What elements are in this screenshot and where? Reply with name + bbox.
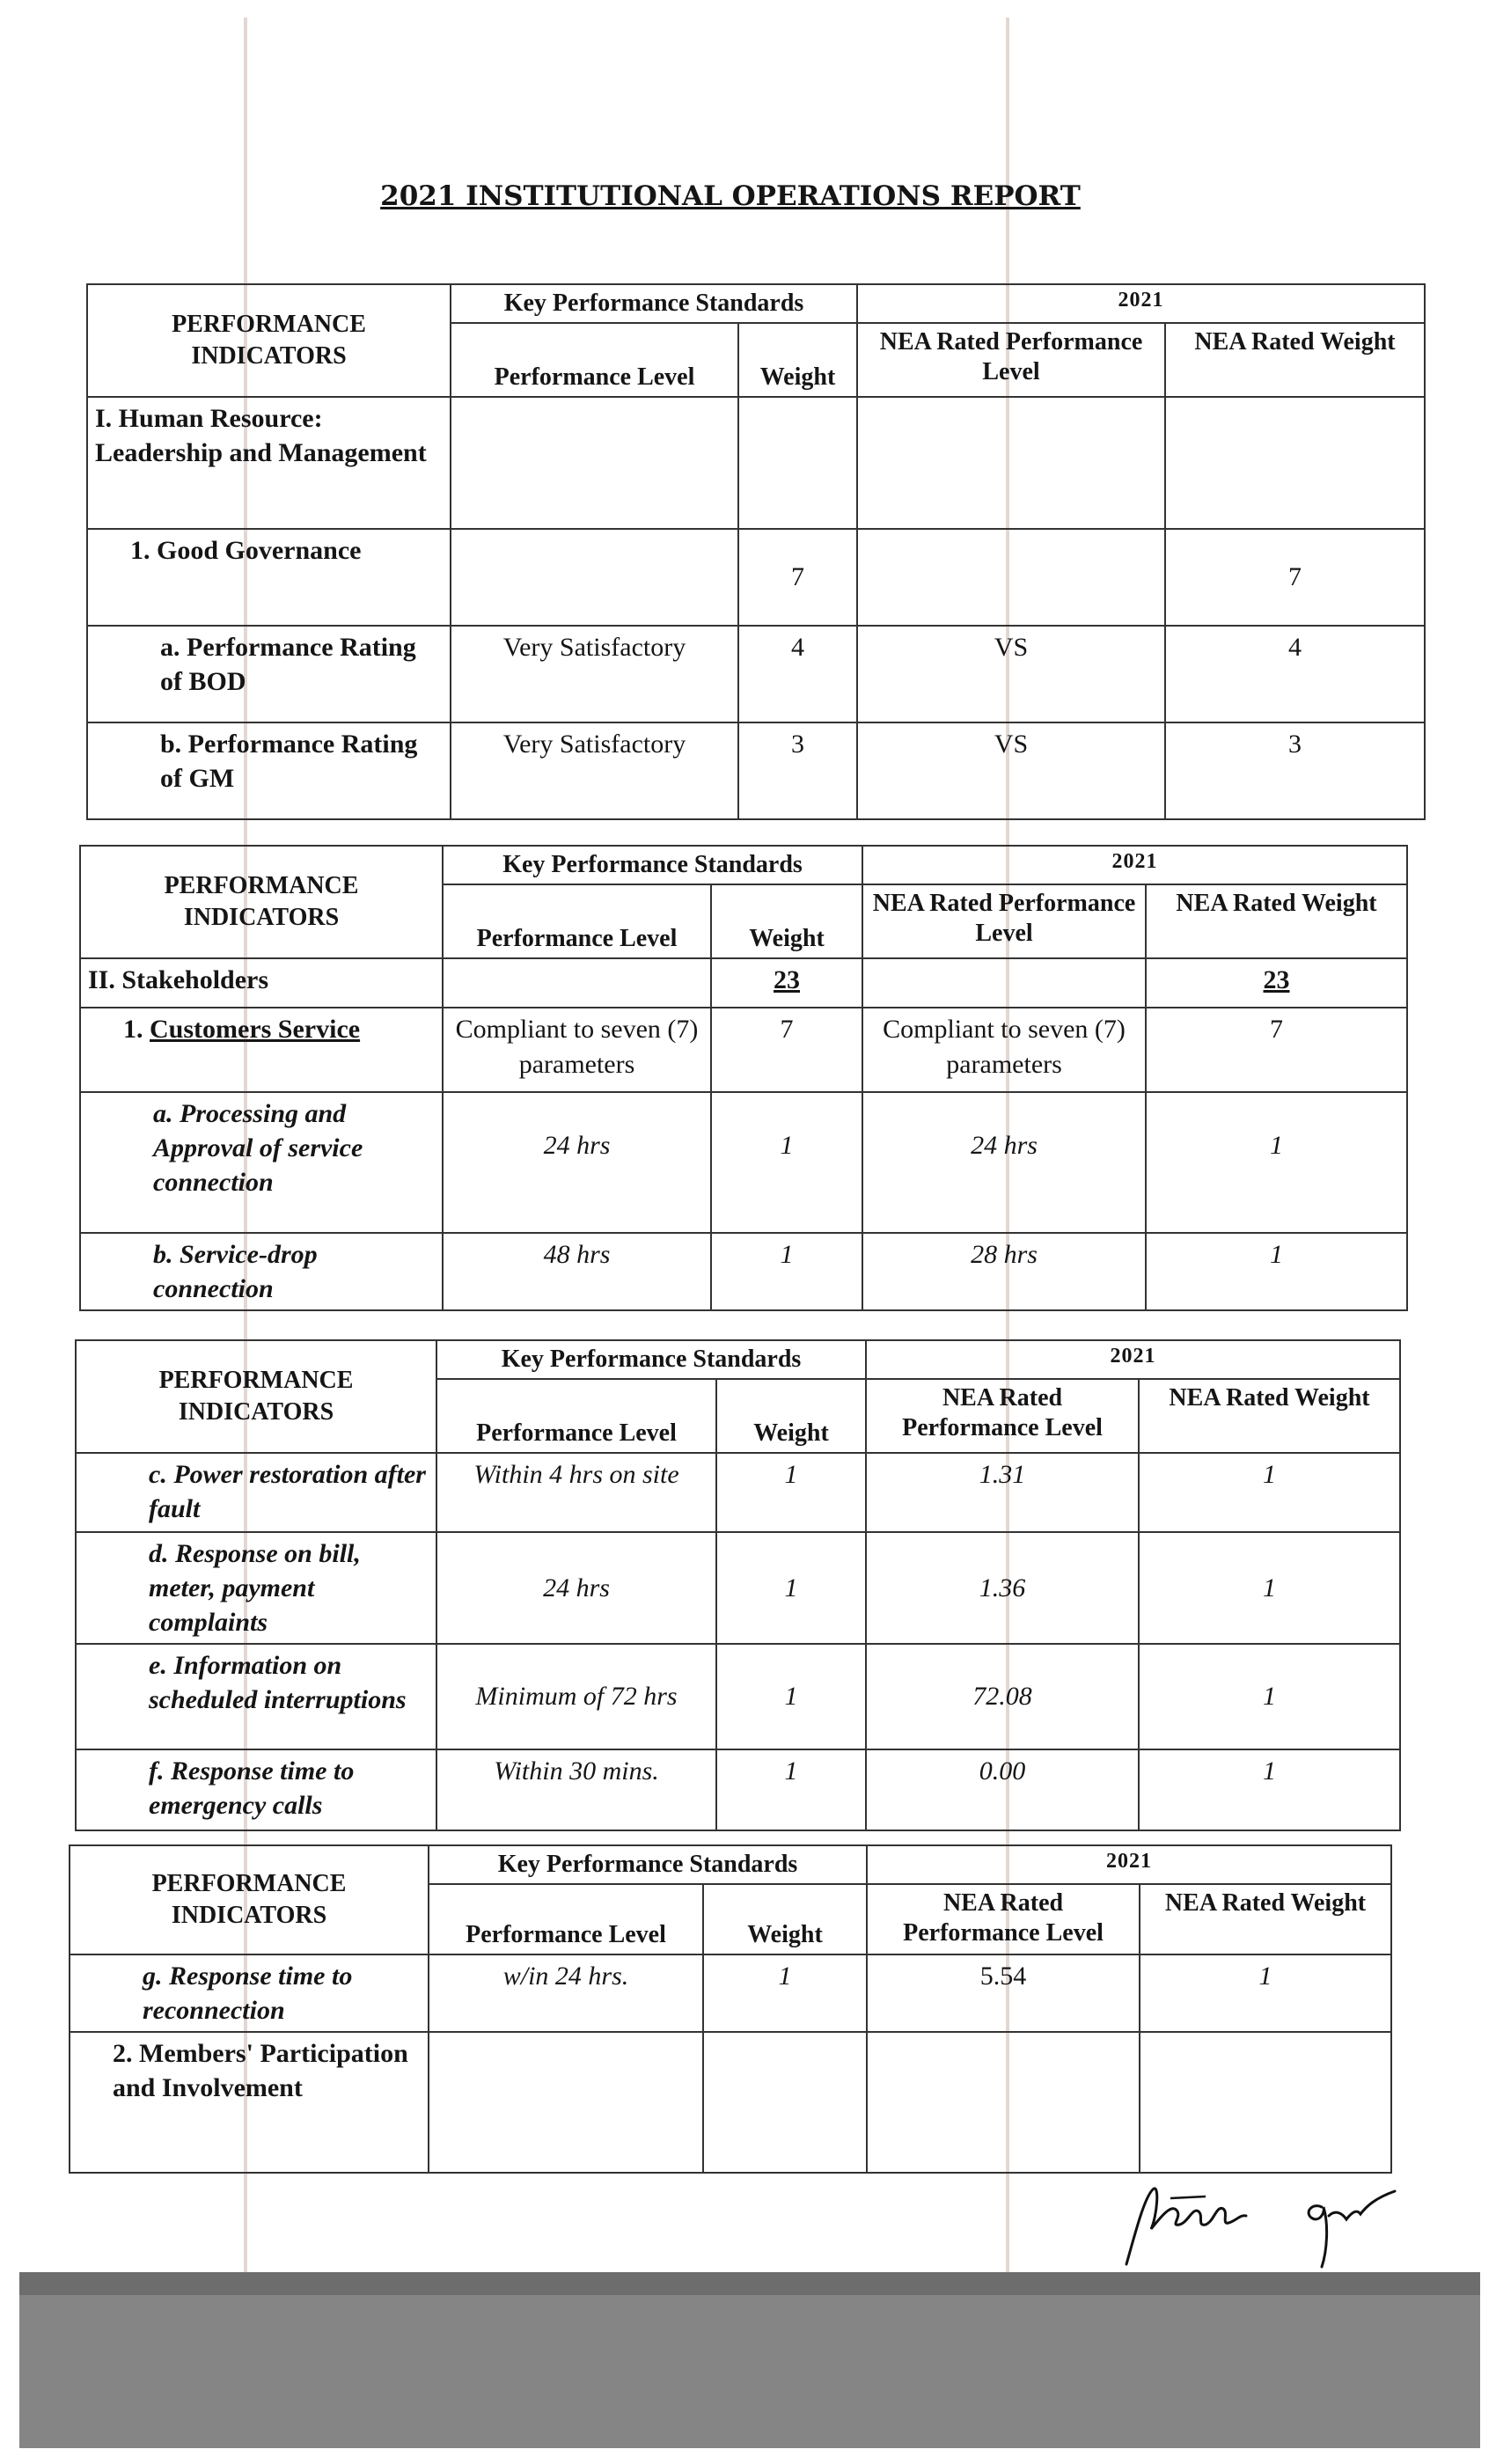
indicator-cell: a. Processing and Approval of service connection [80,1092,443,1233]
nea-weight-cell: 1 [1139,1453,1400,1532]
header-key-performance-standards: Key Performance Standards [436,1340,866,1379]
weight-cell: 7 [711,1008,862,1092]
header-performance-indicators: PERFORMANCE INDICATORS [87,284,451,397]
indicator-number: 1. [123,1015,143,1044]
weight-cell [738,397,857,529]
nea-level-cell: 24 hrs [862,1092,1146,1233]
performance-table-2 [79,845,1408,1311]
header-nea-rated-weight: NEA Rated Weight [1140,1884,1391,1954]
header-nea-rated-weight: NEA Rated Weight [1146,884,1407,958]
scan-band-stripe [19,2272,1480,2295]
weight-cell: 23 [711,958,862,1008]
weight-cell: 1 [716,1749,866,1830]
weight-cell: 3 [738,722,857,819]
performance-level-cell [451,397,738,529]
nea-level-cell: 72.08 [866,1644,1139,1749]
weight-cell: 1 [716,1532,866,1644]
performance-level-cell: Minimum of 72 hrs [436,1644,716,1749]
nea-weight-cell: 4 [1165,626,1425,722]
scan-bottom-band [19,2272,1480,2448]
indicator-cell: 1. Good Governance [87,529,451,626]
header-weight: Weight [703,1884,867,1954]
performance-table-1 [86,283,1426,820]
header-key-performance-standards: Key Performance Standards [429,1845,867,1884]
header-weight: Weight [716,1379,866,1453]
weight-cell: 1 [711,1092,862,1233]
header-nea-rated-level: NEA Rated Performance Level [867,1884,1140,1954]
nea-weight-cell: 1 [1146,1092,1407,1233]
header-performance-level: Performance Level [429,1884,703,1954]
nea-level-cell [857,529,1165,626]
weight-cell [703,2032,867,2173]
nea-level-cell: 5.54 [867,1954,1140,2032]
weight-cell: 1 [716,1644,866,1749]
nea-weight-cell: 3 [1165,722,1425,819]
header-year: 2021 [866,1340,1400,1379]
indicator-cell: f. Response time to emergency calls [76,1749,436,1830]
header-nea-rated-weight: NEA Rated Weight [1139,1379,1400,1453]
performance-table-3 [75,1339,1401,1831]
indicator-cell: d. Response on bill, meter, payment complaints [76,1532,436,1644]
indicator-cell: I. Human Resource: Leadership and Management [87,397,451,529]
nea-level-cell: 0.00 [866,1749,1139,1830]
nea-weight-cell: 1 [1146,1233,1407,1310]
nea-weight-cell: 7 [1146,1008,1407,1092]
indicator-cell: g. Response time to reconnection [70,1954,429,2032]
indicator-cell: a. Performance Rating of BOD [87,626,451,722]
header-performance-level: Performance Level [436,1379,716,1453]
performance-level-cell [451,529,738,626]
indicator-cell: 2. Members' Participation and Involvement [70,2032,429,2173]
header-performance-indicators: PERFORMANCE INDICATORS [70,1845,429,1954]
report-title: 2021 INSTITUTIONAL OPERATIONS REPORT [380,180,1081,212]
header-nea-rated-weight: NEA Rated Weight [1165,323,1425,397]
header-weight: Weight [738,323,857,397]
nea-weight-cell: 1 [1139,1749,1400,1830]
indicator-cell: e. Information on scheduled interruptions [76,1644,436,1749]
performance-level-cell: 24 hrs [443,1092,711,1233]
nea-weight-cell [1140,2032,1391,2173]
nea-level-cell: 1.36 [866,1532,1139,1644]
nea-weight-cell: 1 [1139,1644,1400,1749]
performance-level-cell: Very Satisfactory [451,722,738,819]
performance-level-cell: w/in 24 hrs. [429,1954,703,2032]
header-year: 2021 [862,846,1407,884]
header-performance-indicators: PERFORMANCE INDICATORS [80,846,443,958]
header-nea-rated-level: NEA Rated Performance Level [857,323,1165,397]
nea-level-cell: Compliant to seven (7) parameters [862,1008,1146,1092]
nea-level-cell [867,2032,1140,2173]
header-key-performance-standards: Key Performance Standards [443,846,862,884]
weight-cell: 7 [738,529,857,626]
header-weight: Weight [711,884,862,958]
nea-level-cell: 28 hrs [862,1233,1146,1310]
performance-table-4 [69,1844,1392,2174]
nea-level-cell [862,958,1146,1008]
nea-weight-cell: 1 [1140,1954,1391,2032]
header-nea-rated-level: NEA Rated Performance Level [866,1379,1139,1453]
indicator-cell: b. Performance Rating of GM [87,722,451,819]
nea-level-cell: 1.31 [866,1453,1139,1532]
nea-level-cell: VS [857,626,1165,722]
nea-level-cell [857,397,1165,529]
indicator-cell [80,1008,443,1092]
performance-level-cell: Very Satisfactory [451,626,738,722]
performance-level-cell: Within 30 mins. [436,1749,716,1830]
nea-weight-cell: 23 [1146,958,1407,1008]
performance-level-cell: Compliant to seven (7) parameters [443,1008,711,1092]
header-year: 2021 [867,1845,1391,1884]
header-year: 2021 [857,284,1425,323]
header-nea-rated-level: NEA Rated Performance Level [862,884,1146,958]
header-performance-indicators: PERFORMANCE INDICATORS [76,1340,436,1453]
nea-weight-cell: 7 [1165,529,1425,626]
header-performance-level: Performance Level [451,323,738,397]
indicator-cell: b. Service-drop connection [80,1233,443,1310]
nea-level-cell: VS [857,722,1165,819]
weight-cell: 1 [703,1954,867,2032]
performance-level-cell: 48 hrs [443,1233,711,1310]
signature-image [1118,2163,1408,2277]
header-key-performance-standards: Key Performance Standards [451,284,857,323]
performance-level-cell [429,2032,703,2173]
performance-level-cell: 24 hrs [436,1532,716,1644]
indicator-label-underlined: Customers Service [150,1015,361,1044]
indicator-cell: II. Stakeholders [80,958,443,1008]
performance-level-cell [443,958,711,1008]
weight-cell: 4 [738,626,857,722]
header-performance-level: Performance Level [443,884,711,958]
indicator-cell: c. Power restoration after fault [76,1453,436,1532]
nea-weight-cell: 1 [1139,1532,1400,1644]
nea-weight-cell [1165,397,1425,529]
weight-cell: 1 [716,1453,866,1532]
performance-level-cell: Within 4 hrs on site [436,1453,716,1532]
weight-cell: 1 [711,1233,862,1310]
